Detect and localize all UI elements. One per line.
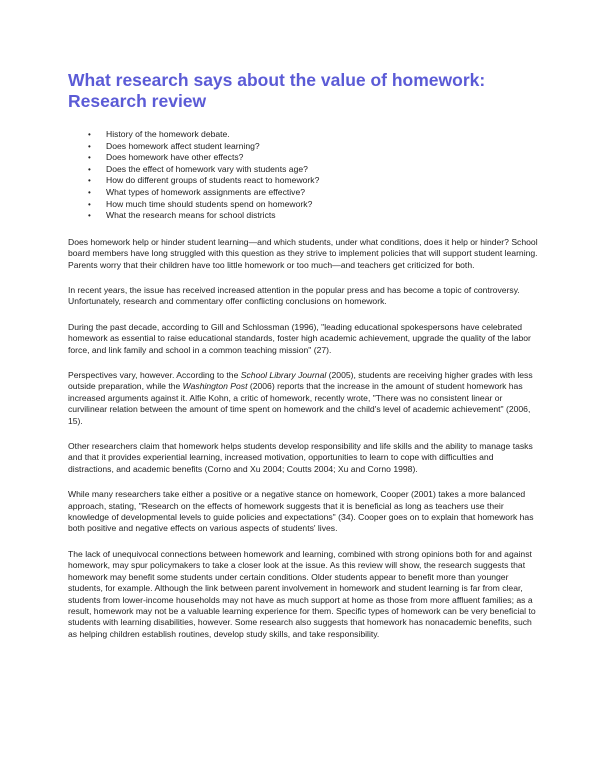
title-line-1: What research says about the value of homework:: [68, 70, 486, 90]
paragraph-intro: Does homework help or hinder student learning—and which students, under what conditions, does it help or hinder? School board members have long struggled with this question as they strive to implement policies that will support student learning. Parents worry that their children have too little homework or too much—and teachers get criticized for both.: [68, 236, 538, 270]
topic-item: • What the research means for school districts: [88, 210, 276, 221]
paragraph-perspectives: Perspectives vary, however. According to the School Library Journal (2005), students are receiving higher grades with less outside preparation, while the Washington Post (2006) reports that the increase in the amount of student homework has increased arguments against it. Alfie Kohn, a critic of homework, recently wrote, "There was no consistent linear or curvilinear relation between the amount of time spent on homework and the child's level of academic achievement" (2006, 15).: [68, 370, 533, 426]
paragraph-controversy: In recent years, the issue has received increased attention in the popular press and has become a topic of controversy. Unfortunately, research and commentary offer conflicting conclusions on homework.: [68, 284, 520, 307]
bullet-icon: •: [88, 176, 91, 186]
topic-item: • Does homework affect student learning?: [88, 140, 260, 151]
paragraph-conclusion: The lack of unequivocal connections between homework and learning, combined with strong opinions both for and against homework, may spur policymakers to take a closer look at the issue. As this review will show, the research suggests that homework may benefit some students under certain conditions. Older students appear to benefit more than younger students, for example. Although the link between parent involvement in homework and student learning is far from clear, students from lower-income households may not have as much support at home as those from more affluent families; as a result, homework may not be a valuable learning experience for them. Specific types of homework can be very beneficial to students with learning disabilities, however. Some research also suggests that homework has nonacademic benefits, such as helping children establish routines, develop study skills, and take responsibility.: [68, 548, 536, 639]
page-title: [68, 70, 538, 112]
topic-item: • How much time should students spend on homework?: [88, 198, 313, 209]
bullet-icon: •: [88, 141, 91, 151]
newspaper-title: Washington Post: [182, 381, 248, 392]
bullet-icon: •: [88, 130, 91, 139]
topic-item: • History of the homework debate.: [88, 129, 230, 139]
topic-item: • How do different groups of students react to homework?: [88, 175, 320, 186]
paragraph-other-researchers: Other researchers claim that homework helps students develop responsibility and life skills and the ability to manage tasks and that it provides experiential learning, increased motivation, opportunities to learn to cope with difficulties and distractions, and academic benefits (Corno and Xu 2004; Coutts 2004; Xu and Corno 1998).: [68, 441, 533, 474]
bullet-icon: •: [88, 164, 91, 174]
topic-item: • What types of homework assignments are effective?: [88, 186, 306, 197]
bullet-icon: •: [88, 211, 91, 221]
paragraph-cooper: While many researchers take either a positive or a negative stance on homework, Cooper (2001) takes a more balanced approach, stating, "Research on the effects of homework suggests that it is beneficial as long as teachers use their knowledge of developmental levels to guide policies and expectations" (34). Cooper goes on to explain that homework has both positive and negative effects on various aspects of students' lives.: [68, 489, 534, 534]
journal-title: School Library Journal: [240, 370, 327, 380]
title-line-2: Research review: [68, 91, 207, 111]
topic-item: • Does homework have other effects?: [88, 152, 244, 163]
topic-item: • Does the effect of homework vary with students age?: [88, 163, 308, 174]
paragraph-gill-schlossman: During the past decade, according to Gill and Schlossman (1996), "leading educational spokespersons have celebrated homework as essential to raise educational standards, foster high academic achievement, upgrade the quality of the labor force, and link family and school in a common teaching mission" (27).: [68, 321, 531, 355]
bullet-icon: •: [88, 187, 91, 197]
bullet-icon: •: [88, 199, 91, 209]
bullet-icon: •: [88, 153, 91, 163]
topic-list: [68, 129, 538, 222]
document-page: [68, 70, 538, 640]
